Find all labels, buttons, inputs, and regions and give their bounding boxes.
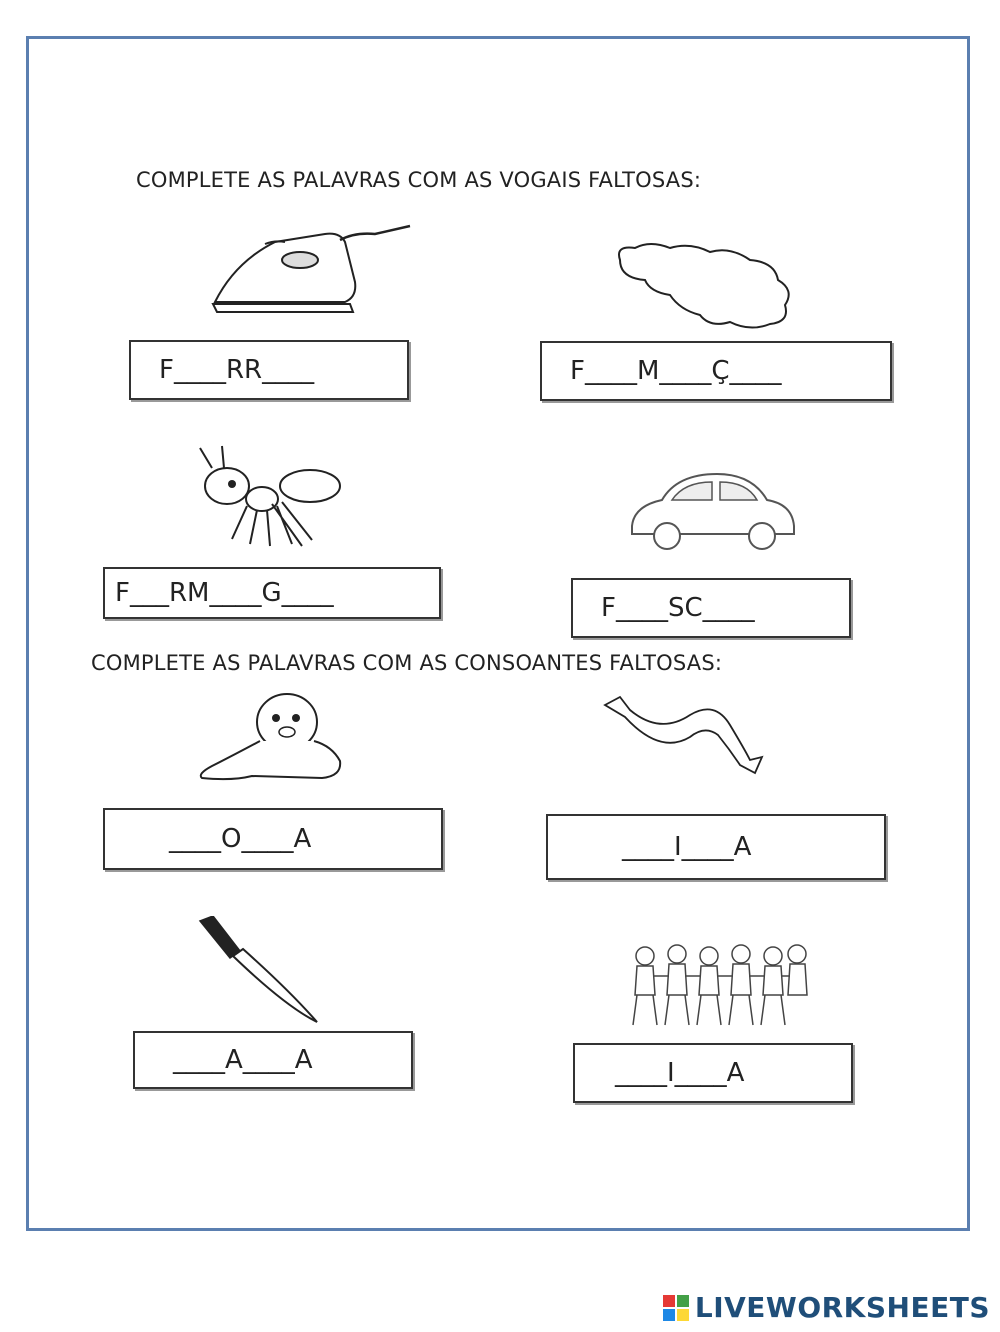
liveworksheets-logo — [663, 1291, 990, 1324]
seal-icon — [192, 686, 352, 786]
knife-icon — [195, 916, 325, 1026]
brand-name: LIVEWORKSHEETS — [694, 1291, 990, 1324]
iron-icon — [205, 222, 415, 317]
word-box-ribbon[interactable]: ____I____A — [546, 814, 886, 880]
consonants-heading: COMPLETE AS PALAVRAS COM AS CONSOANTES FALTOSAS: — [91, 651, 723, 675]
children-row-icon — [625, 940, 810, 1030]
ant-icon — [192, 444, 352, 554]
word-box-iron[interactable]: F____RR____ — [129, 340, 409, 400]
word-box-ant[interactable]: F___RM____G____ — [103, 567, 441, 619]
vowels-heading: COMPLETE AS PALAVRAS COM AS VOGAIS FALTOSAS: — [136, 168, 702, 192]
ribbon-icon — [600, 695, 770, 775]
liveworksheets-mark-icon — [663, 1295, 689, 1321]
word-box-smoke[interactable]: F____M____Ç____ — [540, 341, 892, 401]
word-box-children[interactable]: ____I____A — [573, 1043, 853, 1103]
smoke-cloud-icon — [610, 240, 800, 330]
word-box-seal[interactable]: ____O____A — [103, 808, 443, 870]
word-box-knife[interactable]: ____A____A — [133, 1031, 413, 1089]
car-icon — [622, 466, 802, 556]
word-box-car[interactable]: F____SC____ — [571, 578, 851, 638]
